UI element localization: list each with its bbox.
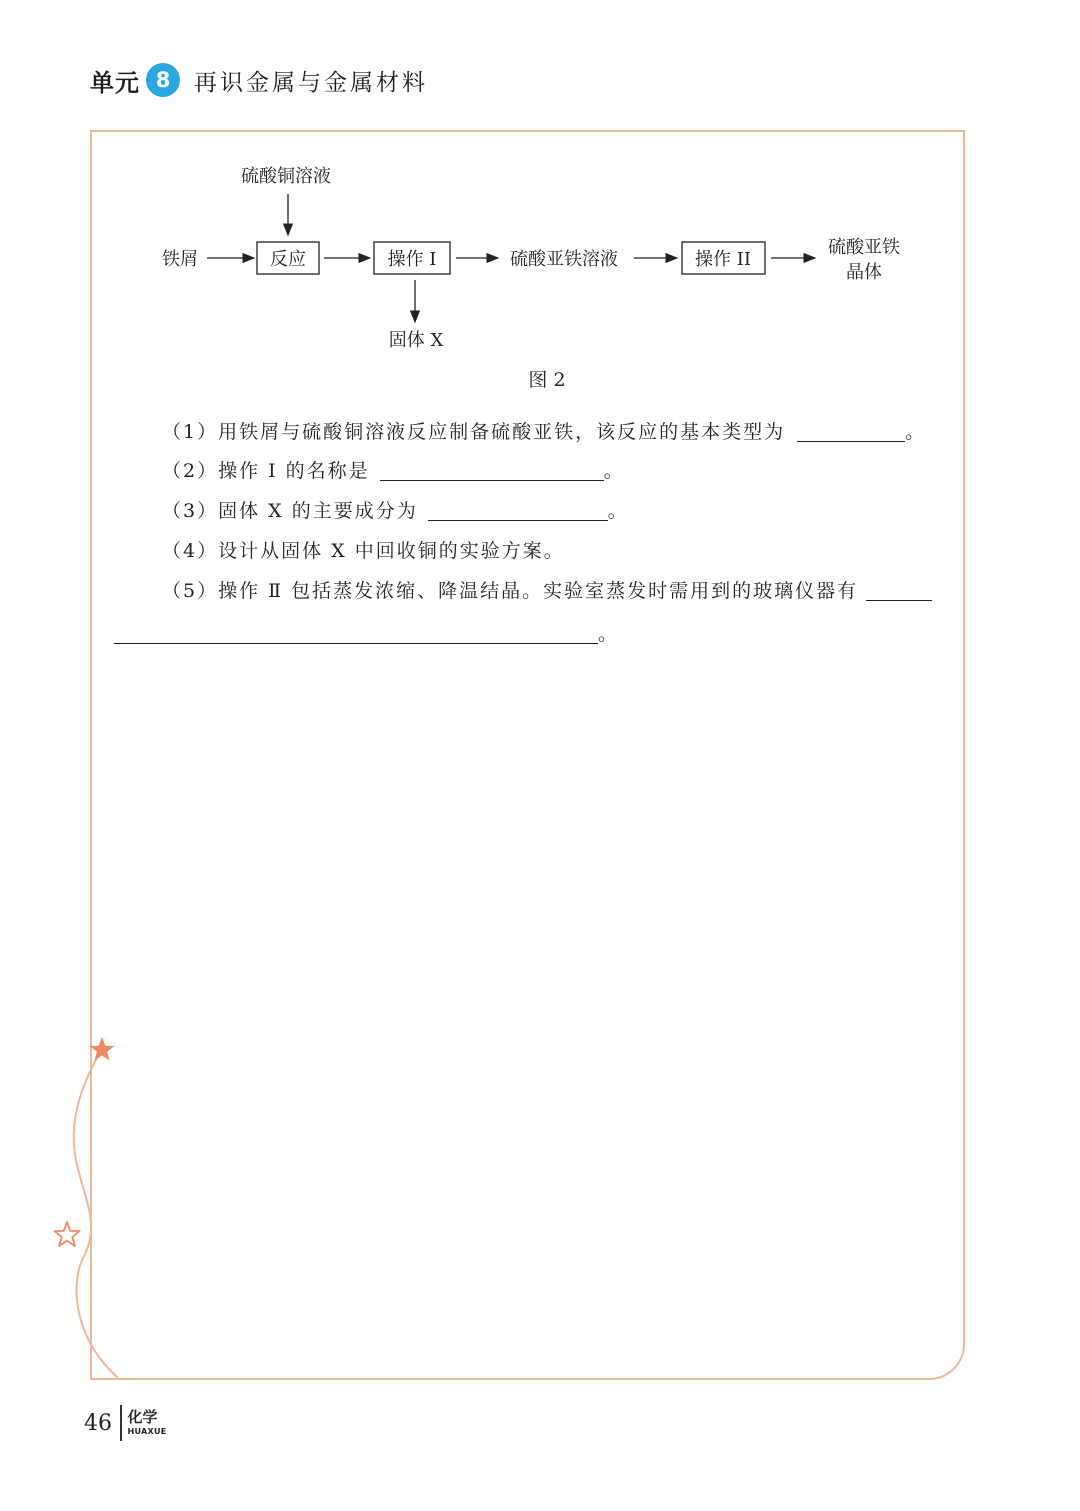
reaction-box-label: 反应 — [270, 249, 306, 270]
question-1-text: （1）用铁屑与硫酸铜溶液反应制备硫酸亚铁，该反应的基本类型为 — [162, 421, 786, 443]
question-2-text: （2）操作 Ⅰ 的名称是 — [162, 460, 370, 482]
footer-divider — [120, 1405, 122, 1441]
answer-blank-5b[interactable] — [114, 625, 598, 644]
question-4 — [162, 538, 565, 564]
byproduct-label: 固体 X — [388, 330, 444, 351]
page-footer — [84, 1405, 167, 1441]
product-label-line2: 晶体 — [846, 262, 882, 283]
start-material-label: 铁屑 — [162, 249, 198, 270]
intermediate-label: 硫酸亚铁溶液 — [510, 249, 618, 270]
end-mark-3: 。 — [607, 500, 629, 522]
operation-2-label: 操作 II — [695, 249, 751, 270]
subject-pinyin: HUAXUE — [127, 1427, 167, 1436]
figure-caption: 图 2 — [528, 369, 566, 391]
answer-blank-5a[interactable] — [866, 582, 932, 601]
question-5-text: （5）操作 Ⅱ 包括蒸发浓缩、降温结晶。实验室蒸发时需用到的玻璃仪器有 — [162, 580, 859, 602]
end-mark-5: 。 — [598, 623, 620, 645]
decorative-curve — [74, 1052, 118, 1378]
unit-number-badge: 8 — [146, 63, 180, 97]
question-5 — [162, 578, 932, 604]
answer-blank-1[interactable] — [797, 423, 905, 442]
operation-1-label: 操作 I — [387, 249, 437, 270]
reagent-label: 硫酸铜溶液 — [241, 166, 331, 187]
answer-blank-3[interactable] — [428, 502, 608, 521]
subject-label — [128, 1410, 167, 1436]
process-flow-diagram — [0, 0, 1080, 420]
question-4-text: （4）设计从固体 X 中回收铜的实验方案。 — [162, 540, 565, 562]
question-3-text: （3）固体 X 的主要成分为 — [162, 500, 418, 522]
star-decoration — [40, 1030, 160, 1390]
question-3 — [162, 498, 629, 524]
unit-title: 再识金属与金属材料 — [194, 69, 428, 96]
question-5-continuation — [114, 621, 619, 647]
page-number: 46 — [84, 1410, 112, 1436]
end-mark-2: 。 — [603, 460, 625, 482]
subject-chinese: 化学 — [127, 1408, 158, 1426]
end-mark-1: 。 — [905, 421, 927, 443]
unit-label: 单元 — [90, 68, 140, 97]
answer-blank-2[interactable] — [380, 462, 604, 481]
product-label-line1: 硫酸亚铁 — [828, 237, 900, 258]
question-2 — [162, 458, 625, 484]
outline-star-icon — [54, 1222, 79, 1246]
filled-star-icon — [90, 1037, 115, 1061]
question-1 — [162, 419, 926, 445]
